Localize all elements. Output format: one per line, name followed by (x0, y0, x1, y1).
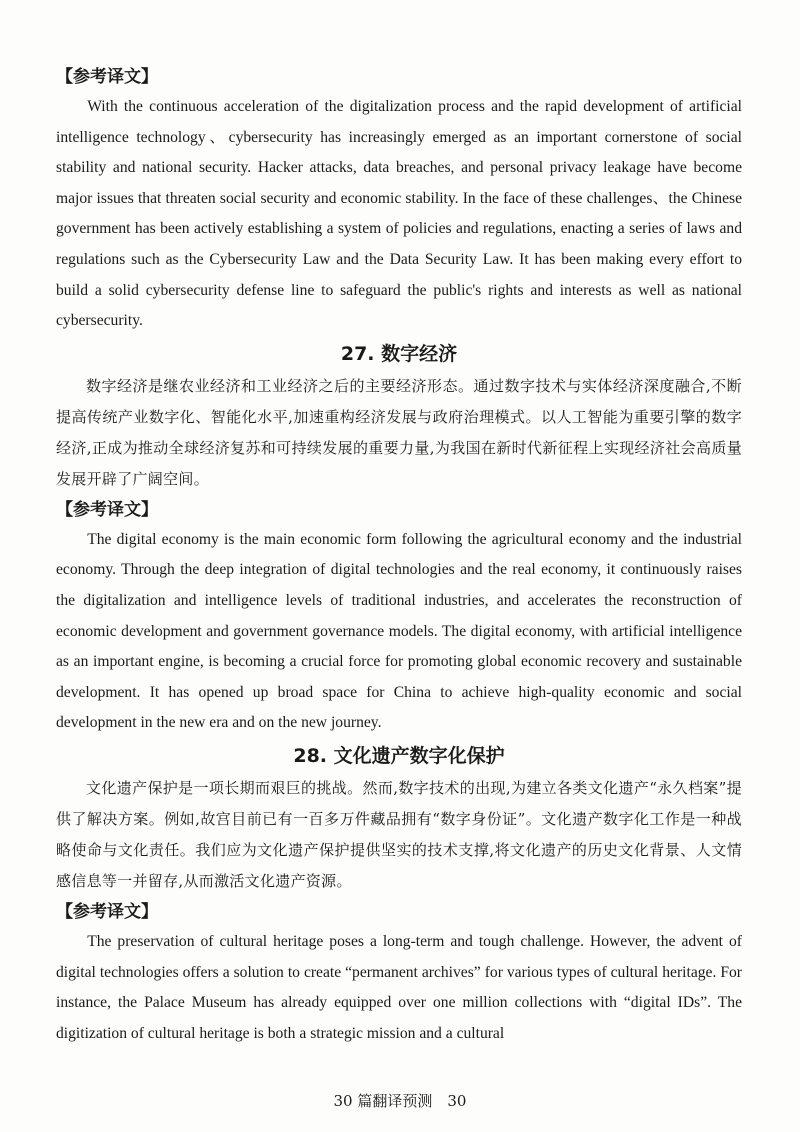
section-27-translation-paragraph: The digital economy is the main economic form following the agricultural economy and the industrial economy. Through the deep integration of digital technologies and the real economy, it continuously raises the digitalization and intelligence levels of traditional industries, and accelerates the reconstruction of economic development and government governance models. The digital economy, with artificial intelligence as an important engine, is becoming a crucial force for promoting global economic recovery and sustainable development. It has opened up broad space for China to achieve high-quality economic and social development in the new era and on the new journey. (56, 530, 742, 732)
reference-translation-label: 【参考译文】 (56, 67, 158, 87)
section-28-translation-paragraph: The preservation of cultural heritage poses a long-term and tough challenge. However, the advent of digital technologies offers a solution to create “permanent archives” for various types of cultural heritage. For instance, the Palace Museum has already equipped over one million collections with “digital IDs”. The digitization of cultural heritage is both a strategic mission and a cultural (56, 932, 742, 1042)
section-27-chinese-paragraph: 数字经济是继农业经济和工业经济之后的主要经济形态。通过数字技术与实体经济深度融合,不断提高传统产业数字化、智能化水平,加速重构经济发展与政府治理模式。以人工智能为重要引擎的数字经济,正成为推动全球经济复苏和可持续发展的重要力量,为我国在新时代新征程上实现经济社会高质量发展开辟了广阔空间。 (56, 376, 742, 488)
section-title-27: 27. 数字经济 (340, 342, 458, 365)
page-footer: 30 篇翻译预测 30 (333, 1092, 467, 1110)
section-title-28: 28. 文化遗产数字化保护 (293, 744, 505, 767)
intro-translation-paragraph: With the continuous acceleration of the digitalization process and the rapid development of artificial intelligence technology、cybersecurity has increasingly emerged as an important cornerstone of social stability and national security. Hacker attacks, data breaches, and personal privacy leakage have become major issues that threaten social security and economic stability. In the face of these challenges、the Chinese government has been actively establishing a system of policies and regulations, enacting a series of laws and regulations such as the Cybersecurity Law and the Data Security Law. It has been making every effort to build a solid cybersecurity defense line to safeguard the public's rights and interests as well as national cybersecurity. (56, 98, 742, 330)
section-28-chinese-paragraph: 文化遗产保护是一项长期而艰巨的挑战。然而,数字技术的出现,为建立各类文化遗产“永久档案”提供了解决方案。例如,故宫目前已有一百多万件藏品拥有“数字身份证”。文化遗产数字化工作是一种战略使命与文化责任。我们应为文化遗产保护提供坚实的技术支撑,将文化遗产的历史文化背景、人文情感信息等一并留存,从而激活文化遗产资源。 (56, 778, 742, 890)
section-27-reference-label: 【参考译文】 (56, 499, 158, 520)
section-28-reference-label: 【参考译文】 (56, 901, 158, 922)
